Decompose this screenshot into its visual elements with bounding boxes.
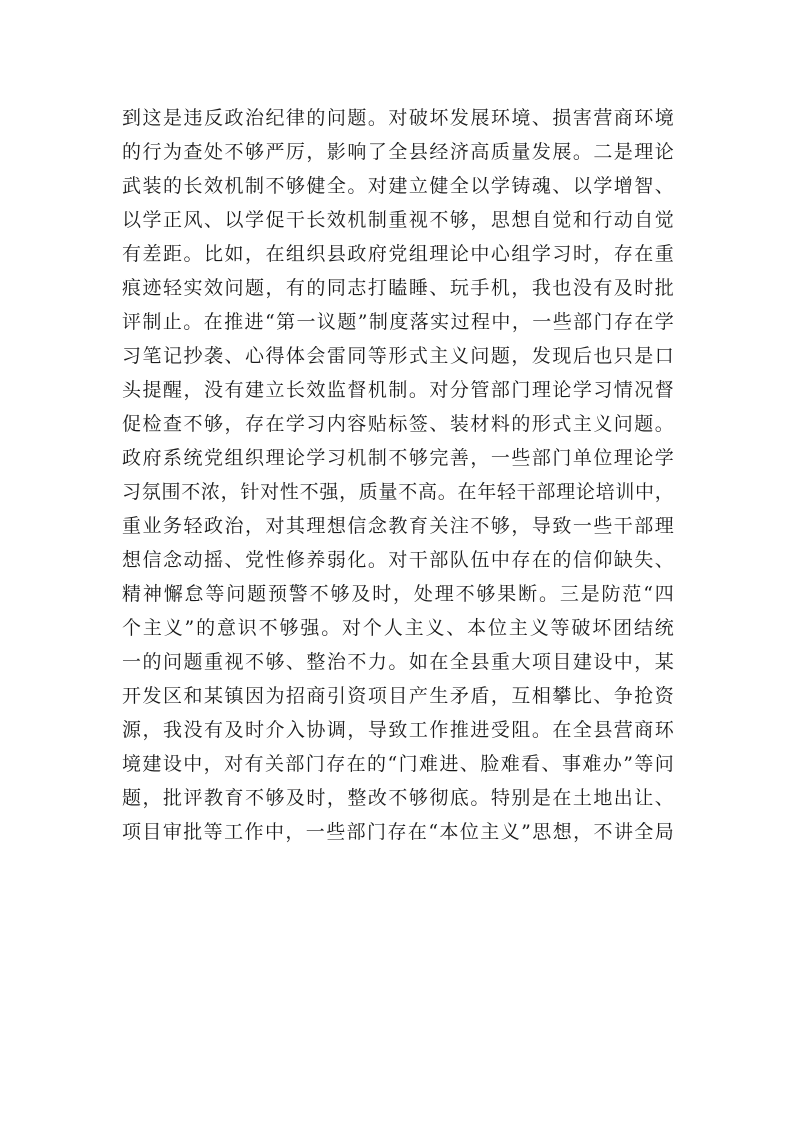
text-line: 头提醒，没有建立长效监督机制。对分管部门理论学习情况督 xyxy=(122,379,674,401)
text-line: 促检查不够，存在学习内容贴标签、装材料的形式主义问题。 xyxy=(122,413,674,435)
text-line: 习氛围不浓，针对性不强，质量不高。在年轻干部理论培训中， xyxy=(122,481,674,503)
text-line: 武装的长效机制不够健全。对建立健全以学铸魂、以学增智、 xyxy=(122,175,674,197)
text-line: 个主义”的意识不够强。对个人主义、本位主义等破坏团结统 xyxy=(122,617,674,639)
text-line: 有差距。比如，在组织县政府党组理论中心组学习时，存在重 xyxy=(122,243,674,265)
document-body xyxy=(122,101,674,849)
text-line: 政府系统党组织理论学习机制不够完善，一些部门单位理论学 xyxy=(122,447,674,469)
text-line: 想信念动摇、党性修养弱化。对干部队伍中存在的信仰缺失、 xyxy=(122,549,674,571)
text-line: 一的问题重视不够、整治不力。如在全县重大项目建设中，某 xyxy=(122,651,674,673)
text-line: 源，我没有及时介入协调，导致工作推进受阻。在全县营商环 xyxy=(122,719,674,741)
text-line: 精神懈怠等问题预警不够及时，处理不够果断。三是防范“四 xyxy=(122,583,674,605)
text-line: 开发区和某镇因为招商引资项目产生矛盾，互相攀比、争抢资 xyxy=(122,685,674,707)
text-line: 题，批评教育不够及时，整改不够彻底。特别是在土地出让、 xyxy=(122,787,674,809)
text-line: 痕迹轻实效问题，有的同志打瞌睡、玩手机，我也没有及时批 xyxy=(122,277,674,299)
text-line: 以学正风、以学促干长效机制重视不够，思想自觉和行动自觉 xyxy=(122,209,674,231)
text-line: 到这是违反政治纪律的问题。对破坏发展环境、损害营商环境 xyxy=(122,107,674,129)
text-line: 项目审批等工作中，一些部门存在“本位主义”思想，不讲全局 xyxy=(122,821,674,843)
text-line: 评制止。在推进“第一议题”制度落实过程中，一些部门存在学 xyxy=(122,311,674,333)
text-line: 习笔记抄袭、心得体会雷同等形式主义问题，发现后也只是口 xyxy=(122,345,674,367)
text-line: 重业务轻政治，对其理想信念教育关注不够，导致一些干部理 xyxy=(122,515,674,537)
text-line: 的行为查处不够严厉，影响了全县经济高质量发展。二是理论 xyxy=(122,141,674,163)
text-line: 境建设中，对有关部门存在的“门难进、脸难看、事难办”等问 xyxy=(122,753,674,775)
